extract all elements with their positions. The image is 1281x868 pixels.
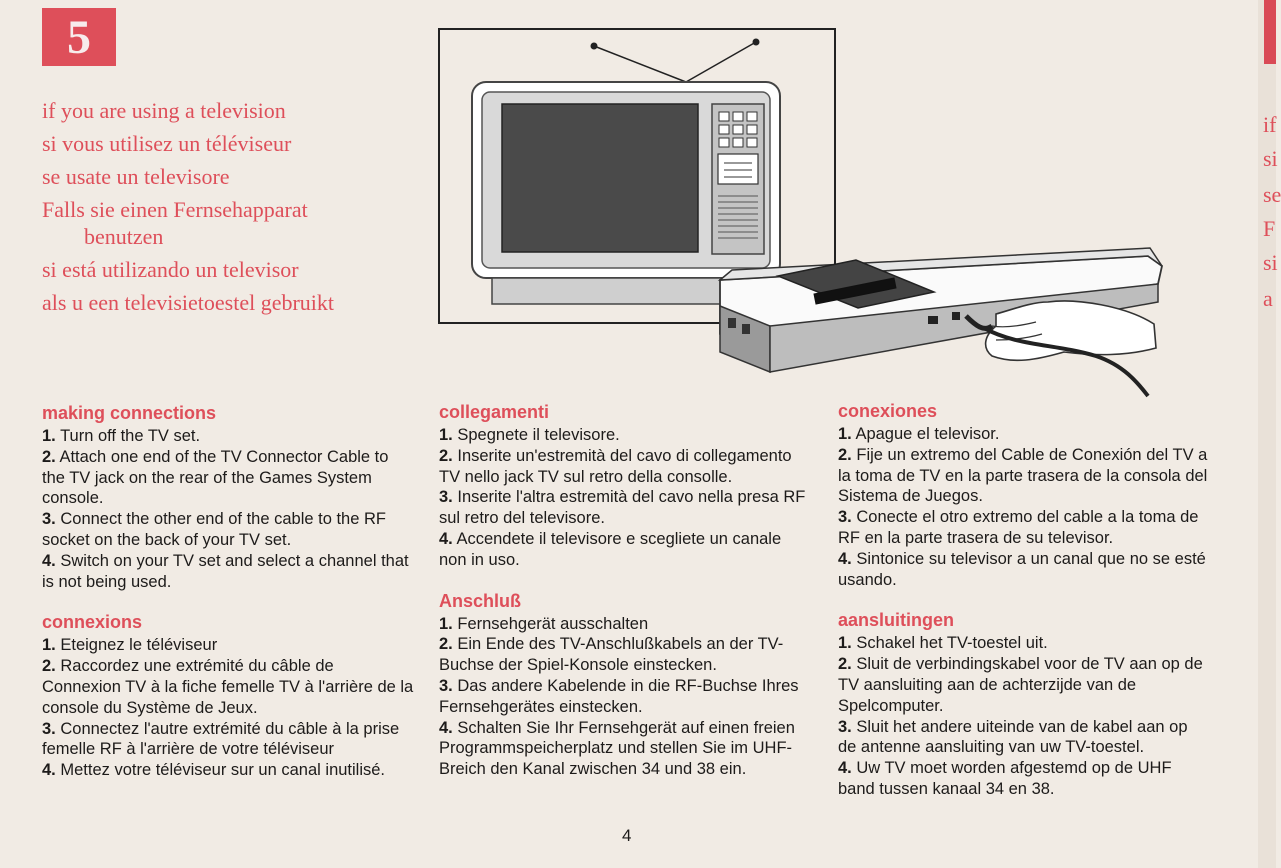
next-page-edge bbox=[1258, 0, 1281, 868]
title-french: si vous utilisez un téléviseur bbox=[42, 131, 292, 156]
edge-fragment: F bbox=[1263, 216, 1276, 241]
edge-fragment: if bbox=[1263, 112, 1277, 137]
next-page-step-badge bbox=[1264, 0, 1276, 64]
instruction-item: 3. Connect the other end of the cable to the RF socket on the back of your TV set. bbox=[42, 510, 386, 549]
column-middle bbox=[439, 401, 811, 780]
instruction-item: 4. Sintonice su televisor a un canal que no se esté usando. bbox=[838, 549, 1206, 589]
instruction-item: 4. Mettez votre téléviseur sur un canal inutilisé. bbox=[42, 761, 386, 780]
title-spanish: si está utilizando un televisor bbox=[42, 257, 299, 282]
title-dutch: als u een televisietoestel gebruikt bbox=[42, 290, 335, 315]
instruction-item: 2. Attach one end of the TV Connector Cable to the TV jack on the rear of the Games System console. bbox=[42, 447, 389, 508]
section-titles bbox=[42, 94, 422, 319]
step-number-badge: 5 bbox=[42, 8, 116, 66]
heading-french: connexions bbox=[42, 612, 143, 633]
instruction-item: 2. Inserite un'estremità del cavo di collegamento TV nello jack TV sul retro della consolle. bbox=[439, 446, 792, 486]
heading-english: making connections bbox=[42, 403, 217, 423]
edge-fragment: a bbox=[1263, 286, 1273, 311]
section-spanish bbox=[838, 400, 1210, 590]
title-german-continued: benutzen bbox=[84, 224, 164, 249]
instruction-item: 3. Conecte el otro extremo del cable a la toma de RF en la parte trasera de su televisor. bbox=[838, 508, 1199, 547]
instruction-item: 4. Accendete il televisore e scegliete un canale non in uso. bbox=[439, 529, 782, 569]
heading-spanish: conexiones bbox=[838, 401, 938, 421]
instruction-item: 3. Inserite l'altra estremità del cavo nella presa RF sul retro del televisore. bbox=[439, 488, 806, 528]
instruction-item: 3. Sluit het andere uiteinde van de kabel aan op de antenne aansluiting van uw TV-toestel. bbox=[838, 717, 1188, 757]
page-number: 4 bbox=[622, 826, 632, 845]
section-french bbox=[42, 611, 414, 781]
instruction-item: 1. Schakel het TV-toestel uit. bbox=[838, 634, 1048, 653]
section-english bbox=[42, 402, 414, 592]
edge-fragment: si bbox=[1263, 250, 1278, 275]
instruction-item: 1. Apague el televisor. bbox=[838, 425, 1000, 443]
title-german: Falls sie einen Fernsehapparat bbox=[42, 197, 308, 222]
title-italian: se usate un televisore bbox=[42, 164, 230, 189]
instruction-item: 4. Switch on your TV set and select a channel that is not being used. bbox=[42, 551, 409, 591]
section-german bbox=[439, 590, 811, 780]
section-dutch bbox=[838, 609, 1210, 799]
instruction-item: 2. Sluit de verbindingskabel voor de TV aan op de TV aansluiting aan de achterzijde van de Spelcomputer. bbox=[838, 655, 1203, 715]
instruction-item: 1. Eteignez le téléviseur bbox=[42, 636, 218, 655]
instruction-item: 1. Spegnete il televisore. bbox=[439, 426, 620, 444]
instruction-item: 1. Fernsehgerät ausschalten bbox=[439, 614, 649, 633]
column-right bbox=[838, 400, 1210, 800]
instruction-item: 4. Uw TV moet worden afgestemd op de UHF band tussen kanaal 34 en 38. bbox=[838, 759, 1172, 798]
column-left bbox=[42, 402, 414, 781]
edge-fragment: se bbox=[1263, 182, 1281, 207]
heading-german: Anschluß bbox=[439, 590, 522, 611]
instruction-item: 3. Connectez l'autre extrémité du câble à la prise femelle RF à l'arrière de votre téléviseur bbox=[42, 719, 400, 759]
instruction-item: 3. Das andere Kabelende in die RF-Buchse Ihres Fernsehgerätes einstecken. bbox=[439, 676, 799, 716]
instruction-item: 4. Schalten Sie Ihr Fernsehgerät auf einen freien Programmspeicherplatz und stellen Sie im UHF-Breich den Kanal zwischen 34 und 38 ein. bbox=[439, 718, 795, 779]
heading-italian: collegamenti bbox=[439, 402, 550, 422]
tv-antenna bbox=[591, 39, 760, 83]
instruction-item: 2. Ein Ende des TV-Anschlußkabels an der TV-Buchse der Spiel-Konsole einstecken. bbox=[439, 635, 784, 675]
section-italian bbox=[439, 401, 811, 571]
tv-connection-illustration bbox=[436, 26, 1160, 398]
instruction-item: 1. Turn off the TV set. bbox=[42, 427, 201, 445]
instruction-item: 2. Fije un extremo del Cable de Conexión del TV a la toma de TV en la parte trasera de la consola del Sistema de Juegos. bbox=[838, 445, 1208, 506]
title-english: if you are using a television bbox=[42, 98, 286, 123]
edge-fragment: si bbox=[1263, 146, 1278, 171]
instruction-item: 2. Raccordez une extrémité du câble de Connexion TV à la fiche femelle TV à l'arrière de la console du Système de Jeux. bbox=[42, 657, 414, 717]
heading-dutch: aansluitingen bbox=[838, 610, 955, 631]
